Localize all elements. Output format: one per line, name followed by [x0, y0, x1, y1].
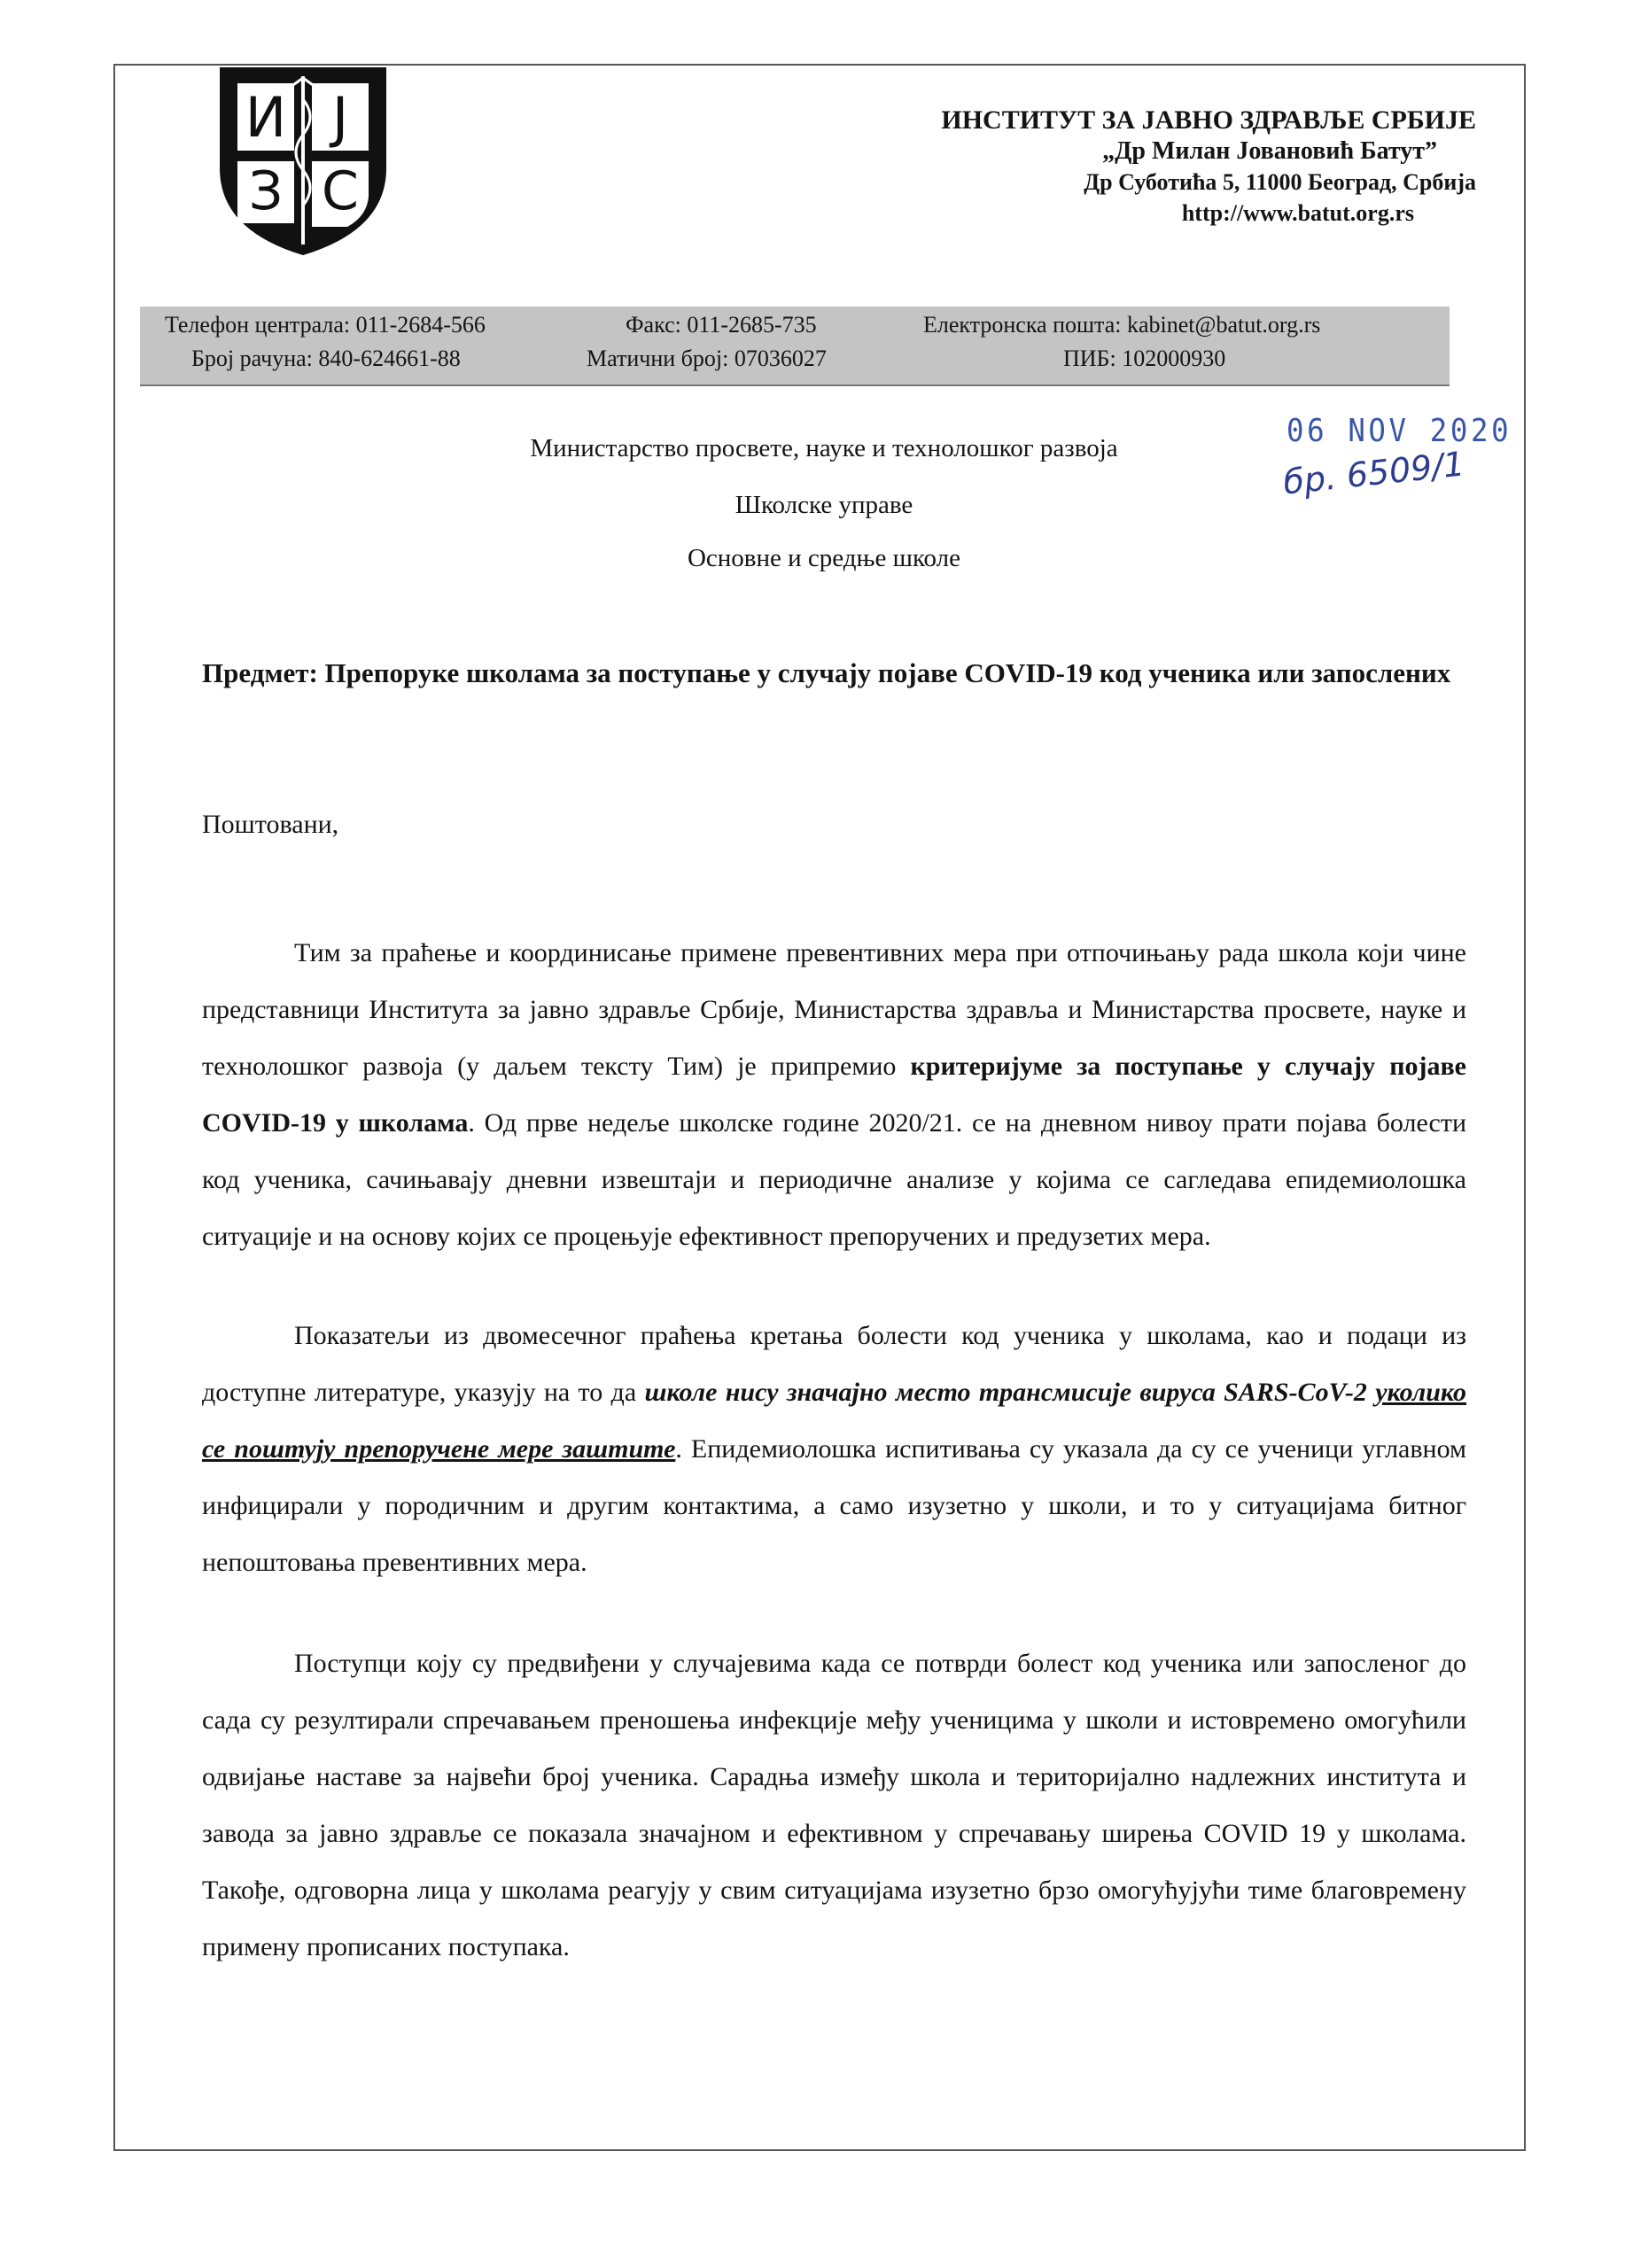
logo-letter: З	[248, 160, 284, 222]
phone-text: Телефон централа: 011-2684-566	[165, 312, 486, 338]
date-stamp: 06 NOV 2020	[1287, 413, 1512, 449]
institute-name: ИНСТИТУТ ЗА ЈАВНО ЗДРАВЉЕ СРБИЈЕ	[941, 105, 1476, 135]
body-paragraph-1	[202, 925, 1466, 1265]
paragraph-text: Тим за праћење и координисање примене превентивних мера при отпочињању рада школа који чине представници Института за јавно здравље Србије, Министарства здравља и Министарства просвете, науке и технолошког развоја (у даљем тексту Тим) је припремио	[202, 938, 1466, 1081]
logo-letter: И	[245, 85, 287, 150]
subject-line: Предмет: Препоруке школама за поступање у случају појаве COVID-19 код ученика или запослених	[202, 657, 1451, 688]
pib-text: ПИБ: 102000930	[1063, 346, 1226, 371]
account-text: Број рачуна: 840-624661-88	[191, 346, 461, 371]
contact-bar	[140, 307, 1450, 386]
reg-number-text: Матични број: 07036027	[587, 346, 827, 371]
institute-website[interactable]: http://www.batut.org.rs	[1181, 200, 1414, 226]
recipient-line: Основне и средње школе	[687, 544, 961, 572]
institute-address: Др Суботића 5, 11000 Београд, Србија	[1084, 169, 1476, 195]
institute-header	[941, 105, 1476, 229]
institute-subname: „Др Милан Јовановић Батут”	[1102, 137, 1437, 165]
paragraph-bold-italic-text: школе нису значајно место трансмисије вируса SARS-CoV-2	[644, 1378, 1376, 1407]
email-text[interactable]: Електронска пошта: kabinet@batut.org.rs	[923, 312, 1321, 338]
handwritten-reference: бр. 6509/1	[1281, 444, 1467, 502]
institute-logo	[214, 64, 392, 257]
recipient-line: Школске управе	[735, 491, 913, 519]
logo-letter: Ј	[331, 85, 349, 150]
paragraph-bold-text: критеријуме за поступање у случају појаве COVID-19 у школама	[202, 1052, 1466, 1138]
body-paragraph-3: Поступци коју су предвиђени у случајевима када се потврди болест код ученика или запосленог до сада су резултирали спречавањем преношења инфекције међу ученицима у школи и истовремено омогућили одвијање наставе за највећи број ученика. Сарадња између школа и територијално надлежних института и завода за јавно здравље се показала значајном и ефективном у спречавању ширења COVID 19 у школама. Такође, одговорна лица у школама реагују у свим ситуацијама изузетно брзо омогућујући тиме благовремену примену прописаних поступака.	[202, 1649, 1466, 1961]
logo-letter: С	[322, 160, 359, 222]
paragraph-underlined-text: уколико се поштују препоручене мере заштите	[202, 1378, 1466, 1464]
paragraph-text: . Од прве недеље школске године 2020/21. се на дневном нивоу прати појава болести код ученика, сачињавају дневни извештаји и периодичне анализе у којима се сагледава епидемиолошка ситуације и на основу којих се процењује ефективност препоручених и предузетих мера.	[202, 1108, 1466, 1251]
greeting: Поштовани,	[202, 810, 339, 839]
paragraph-text: . Епидемиолошка испитивања су указала да су се ученици углавном инфицирали у породичним и другим контактима, а само изузетно у школи, и то у ситуацијама битног непоштовања превентивних мера.	[202, 1434, 1466, 1577]
recipient-line: Министарство просвете, науке и технолошког развоја	[530, 434, 1118, 462]
body-paragraph-2	[202, 1308, 1466, 1591]
paragraph-text: Показатељи из двомесечног праћења кретања болести код ученика у школама, као и подаци из доступне литературе, указују на то да	[202, 1321, 1466, 1407]
fax-text: Факс: 011-2685-735	[626, 312, 817, 338]
